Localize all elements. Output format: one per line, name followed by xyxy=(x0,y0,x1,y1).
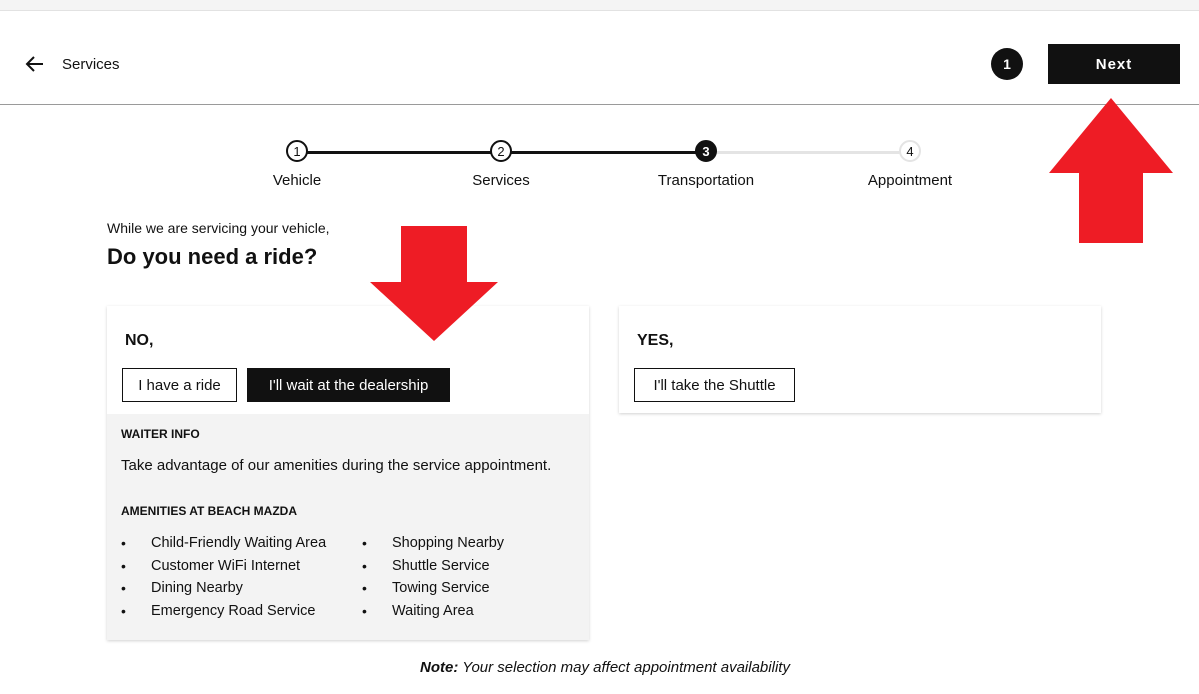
no-card-title: NO, xyxy=(125,332,154,349)
yes-ride-card xyxy=(619,306,1101,413)
note-text: Your selection may affect appointment availability xyxy=(462,659,790,676)
step-2-circle: 2 xyxy=(490,140,512,162)
amenity-item: • Shopping Nearby xyxy=(362,532,504,555)
amenity-item: • Waiting Area xyxy=(362,600,504,623)
amenity-item: • Towing Service xyxy=(362,577,504,600)
have-ride-button[interactable]: I have a ride xyxy=(122,368,237,402)
no-ride-card xyxy=(107,306,589,640)
page-title: Do you need a ride? xyxy=(107,244,318,269)
waiter-info-panel xyxy=(107,414,589,640)
step-3-label: Transportation xyxy=(657,172,755,189)
intro-text: While we are servicing your vehicle, xyxy=(107,220,330,236)
step-connector-2-3 xyxy=(501,151,706,154)
waiter-info-text: Take advantage of our amenities during the service appointment. xyxy=(121,457,552,474)
yes-card-title: YES, xyxy=(637,332,674,349)
step-connector-3-4 xyxy=(706,151,910,154)
browser-top-strip xyxy=(0,0,1199,11)
cart-count-badge[interactable]: 1 xyxy=(991,48,1023,80)
amenity-item: • Dining Nearby xyxy=(121,577,326,600)
amenity-item: • Customer WiFi Internet xyxy=(121,555,326,578)
amenity-item: • Child-Friendly Waiting Area xyxy=(121,532,326,555)
step-4-label: Appointment xyxy=(867,172,953,189)
waiter-info-title: WAITER INFO xyxy=(121,427,200,441)
amenity-item: • Shuttle Service xyxy=(362,555,504,578)
step-2-label: Services xyxy=(472,172,530,189)
step-1-circle: 1 xyxy=(286,140,308,162)
take-shuttle-button[interactable]: I'll take the Shuttle xyxy=(634,368,795,402)
annotation-up-arrow-icon xyxy=(1048,98,1174,244)
availability-note xyxy=(0,659,1199,676)
next-button[interactable]: Next xyxy=(1048,44,1180,84)
annotation-down-arrow-icon xyxy=(369,226,499,342)
amenities-list-left xyxy=(121,532,326,623)
back-arrow-icon[interactable] xyxy=(24,53,46,75)
step-3-circle: 3 xyxy=(695,140,717,162)
amenity-item: • Emergency Road Service xyxy=(121,600,326,623)
amenities-list-right xyxy=(362,532,504,623)
progress-stepper xyxy=(0,138,1199,198)
step-1-label: Vehicle xyxy=(272,172,322,189)
step-connector-1-2 xyxy=(297,151,501,154)
wait-at-dealership-button[interactable]: I'll wait at the dealership xyxy=(247,368,450,402)
page-header xyxy=(0,11,1199,105)
amenities-title: AMENITIES AT BEACH MAZDA xyxy=(121,504,297,518)
step-4-circle: 4 xyxy=(899,140,921,162)
back-link[interactable]: Services xyxy=(62,56,120,73)
note-label: Note: xyxy=(420,659,459,676)
